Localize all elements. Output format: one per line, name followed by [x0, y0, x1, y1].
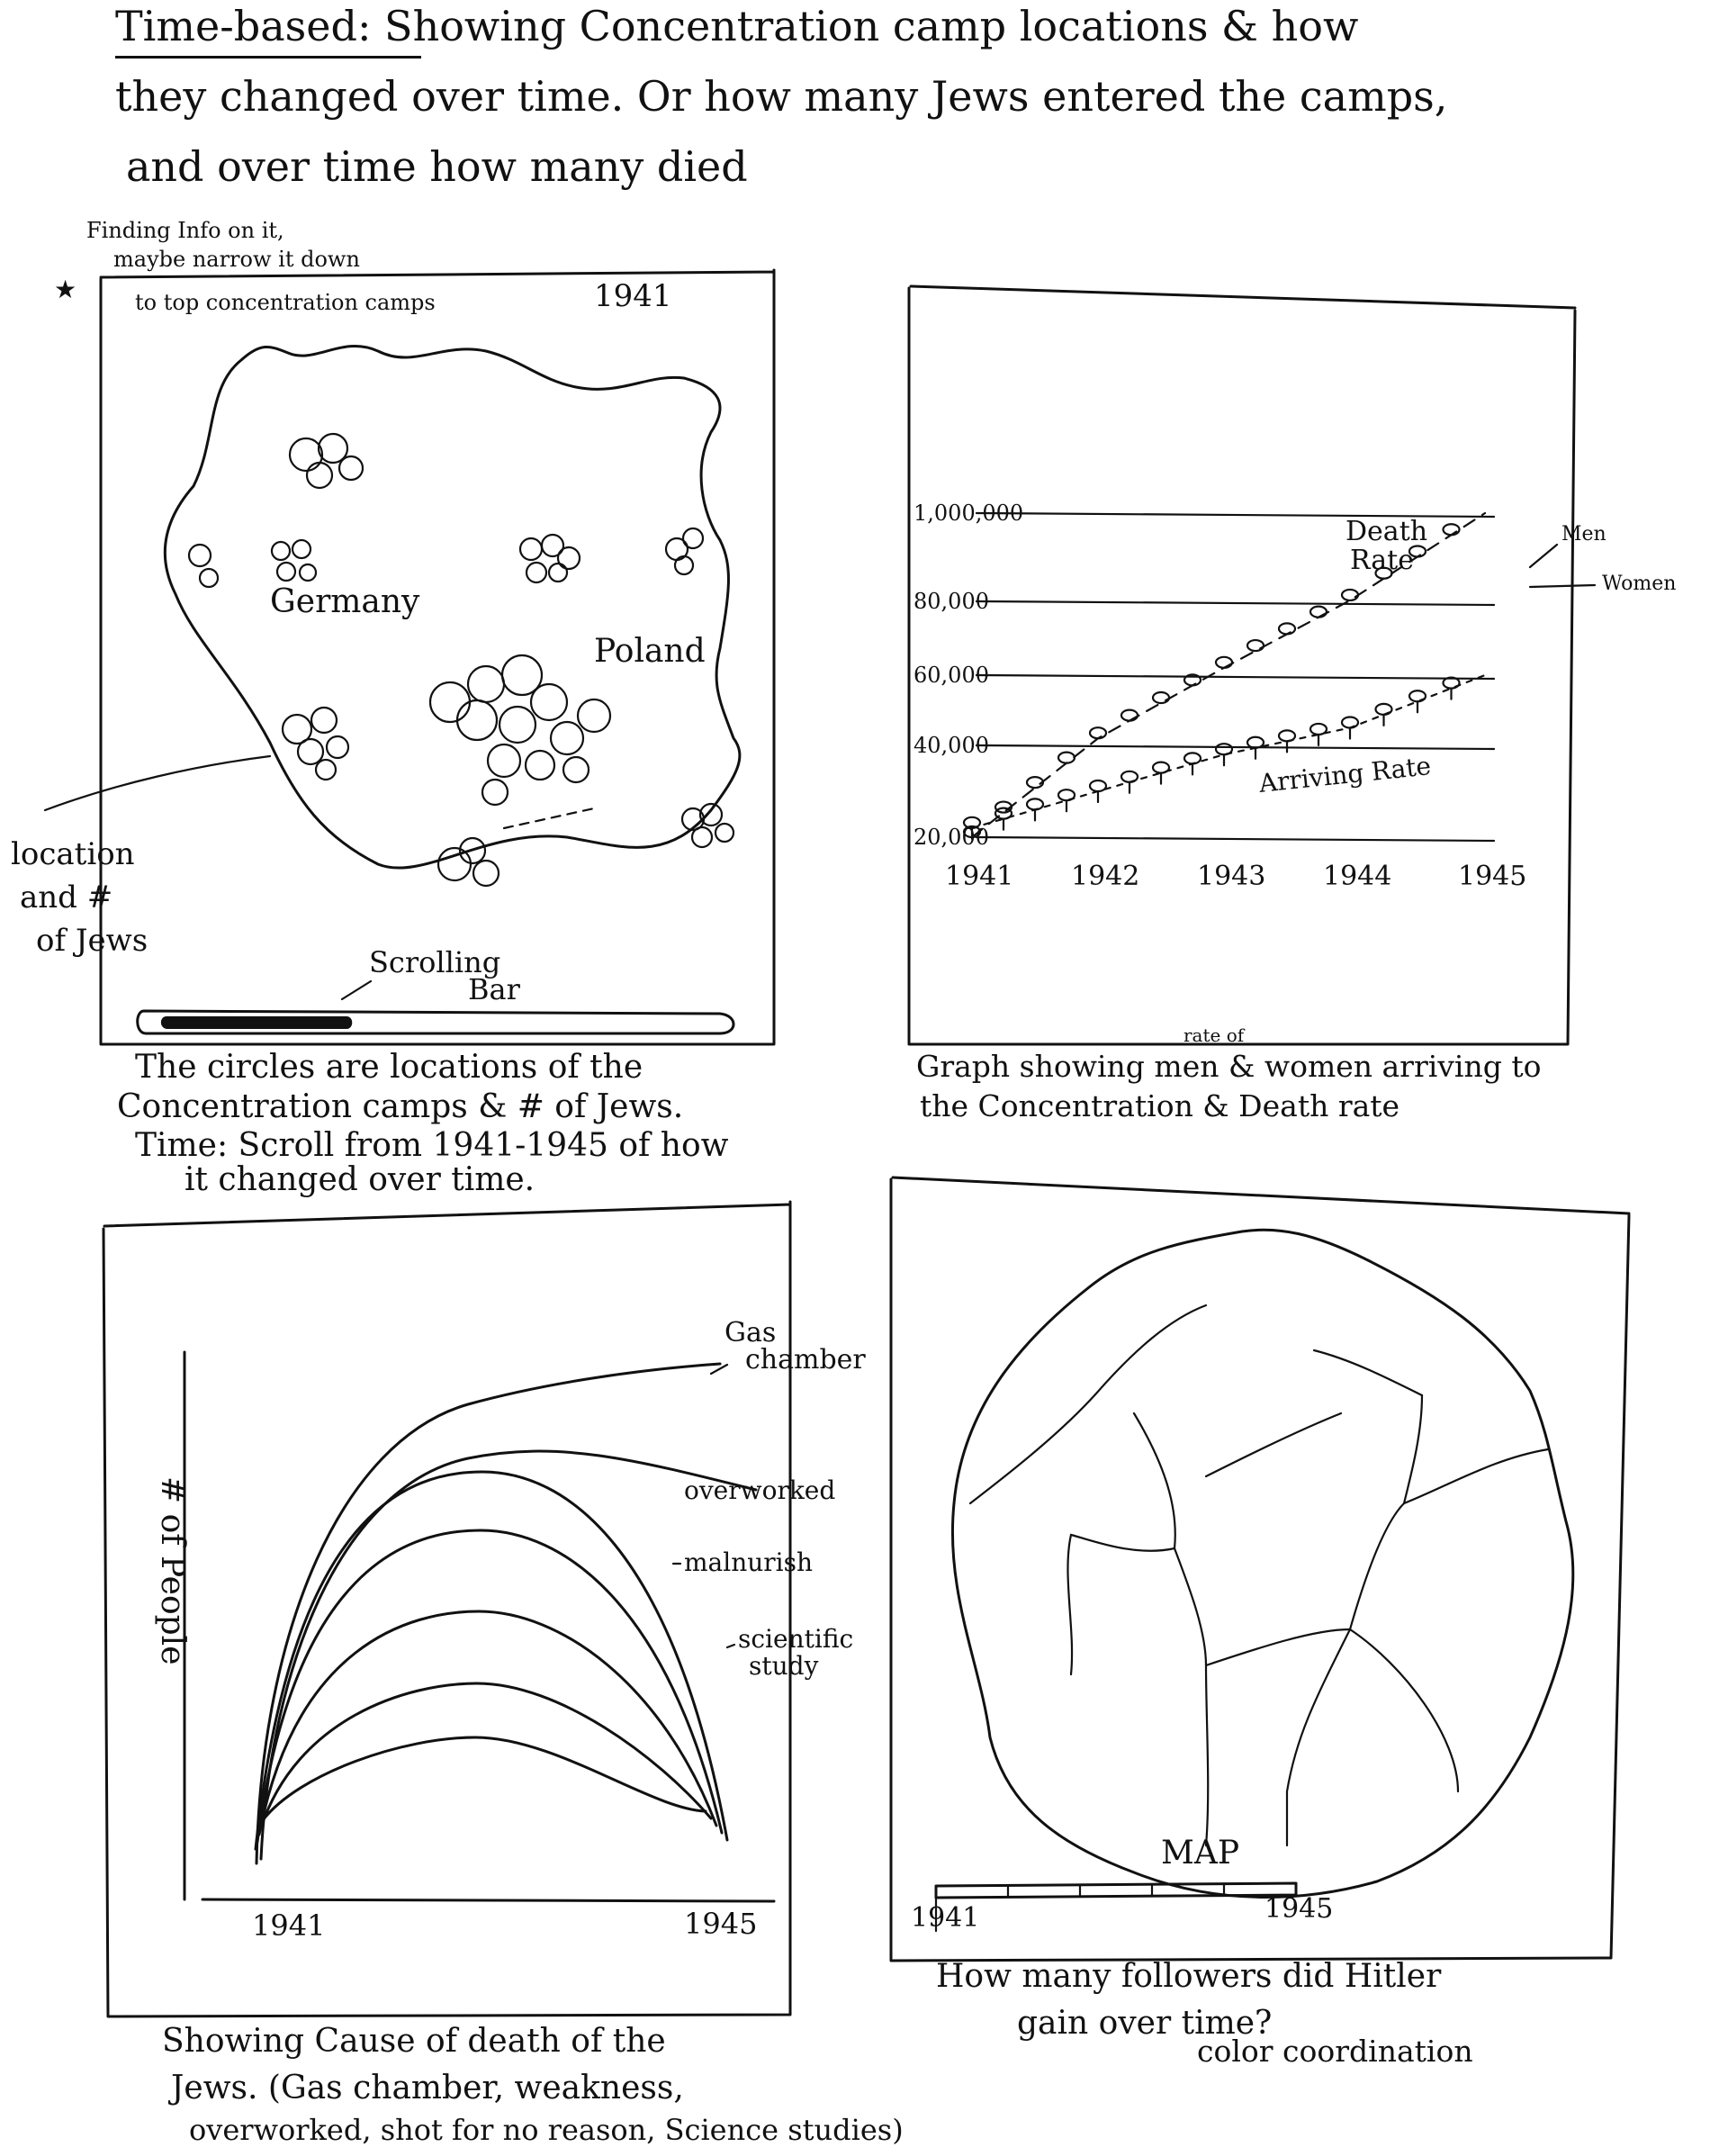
- y-tick-label: 40,000: [914, 733, 989, 758]
- title-rest: : Showing Concentration camp locations & how: [356, 2, 1359, 50]
- arriving-rate-point: [1409, 690, 1426, 701]
- panel3-caption-2: Jews. (Gas chamber, weakness,: [171, 2070, 684, 2106]
- scroll-label-1: Scrolling: [369, 945, 501, 979]
- death-rate-point: [1216, 657, 1232, 668]
- panel3-x-axis: [202, 1899, 774, 1901]
- x-tick-label: 1944: [1323, 861, 1392, 892]
- cause-of-death-chart: [0, 1161, 900, 2052]
- death-rate-point: [1090, 727, 1106, 738]
- panel4-frame: [891, 1177, 1629, 1961]
- scrolling-bar[interactable]: [138, 1011, 734, 1033]
- legend-malnourish: malnurish: [684, 1547, 814, 1577]
- arriving-rate-point: [1058, 789, 1075, 800]
- death-rate-label-2: Rate: [1350, 545, 1414, 576]
- camp-cluster-poland: [430, 655, 610, 805]
- arriving-rate-point: [1121, 771, 1138, 782]
- arrival-death-chart: [864, 270, 1728, 1084]
- death-rate-label-1: Death: [1346, 516, 1428, 547]
- panel3-caption-1: Showing Cause of death of the: [162, 2023, 666, 2060]
- grid-line: [976, 745, 1494, 749]
- poland-label: Poland: [594, 633, 706, 670]
- panel1-caption-1: The circles are locations of the: [135, 1049, 644, 1086]
- callout-and-label: and #: [20, 880, 113, 916]
- camp-cluster-north: [290, 434, 363, 488]
- camp-cluster-east: [666, 528, 703, 574]
- death-rate-point: [1058, 753, 1075, 763]
- legend-gas-2: chamber: [745, 1344, 866, 1376]
- territory-outline: [165, 346, 740, 868]
- region-borders: [970, 1305, 1548, 1845]
- map-label: MAP: [1161, 1835, 1240, 1872]
- arriving-rate-point: [1279, 730, 1295, 741]
- scroll-pointer: [342, 981, 371, 999]
- title-underline: [115, 56, 421, 59]
- follower-map-outline: [952, 1230, 1572, 1897]
- arriving-rate-point: [1153, 762, 1169, 773]
- men-women-pointer: [1530, 545, 1595, 587]
- panel3-caption-3: overworked, shot for no reason, Science studies): [189, 2113, 904, 2147]
- arriving-rate-point: [1247, 737, 1264, 748]
- men-label: Men: [1562, 523, 1606, 546]
- camp-cluster-southeast: [682, 804, 734, 847]
- legend-scientific-1: scientific: [738, 1624, 854, 1654]
- panel1-caption-4: it changed over time.: [184, 1161, 536, 1198]
- x-tick-label: 1941: [945, 861, 1014, 892]
- death-rate-point: [1153, 692, 1169, 703]
- y-tick-label: 20,000: [914, 825, 989, 850]
- panel4-x-end: 1945: [1264, 1893, 1334, 1925]
- death-rate-point: [1121, 710, 1138, 721]
- arriving-rate-point: [1216, 744, 1232, 754]
- death-rate-point: [1342, 590, 1358, 600]
- side-note-star-icon: ★: [54, 275, 77, 304]
- panel4-caption-2: gain over time?: [1017, 2005, 1273, 2042]
- camp-cluster-west: [189, 545, 218, 587]
- panel4-caption-1: How many followers did Hitler: [936, 1958, 1442, 1995]
- side-note-line-1: Finding Info on it,: [86, 218, 284, 243]
- panel2-frame: [909, 286, 1575, 1044]
- grid-line: [976, 601, 1494, 605]
- panel1-caption-2: Concentration camps & # of Jews.: [117, 1088, 684, 1125]
- death-rate-point: [1444, 524, 1460, 535]
- panel4-x-start: 1941: [911, 1902, 980, 1934]
- cause-curves: [256, 1364, 756, 1863]
- y-tick-label: 1,000,000: [914, 501, 1024, 526]
- follower-map-panel: [864, 1161, 1728, 2052]
- scrolling-bar-thumb: [162, 1017, 351, 1028]
- legend-overworked: overworked: [684, 1475, 836, 1505]
- arriving-rate-point: [1027, 798, 1043, 809]
- curve-inner-2: [261, 1683, 711, 1827]
- arriving-rate-point: [1090, 780, 1106, 791]
- women-label: Women: [1602, 573, 1677, 595]
- title-line-2: they changed over time. Or how many Jews entered the camps,: [115, 72, 1448, 121]
- grid-line: [976, 837, 1494, 841]
- panel3-ylabel: # of People: [154, 1476, 191, 1665]
- death-rate-point: [1247, 640, 1264, 651]
- arriving-rate-point: [1376, 704, 1392, 715]
- legend-scientific-2: study: [749, 1651, 819, 1681]
- panel3-x-start: 1941: [252, 1908, 326, 1943]
- camp-cluster-center-north: [520, 535, 580, 582]
- arriving-rate-point: [1184, 753, 1201, 763]
- sketch-title: [115, 2, 1359, 50]
- x-tick-label: 1945: [1458, 861, 1527, 892]
- camp-cluster-germany: [272, 540, 316, 581]
- dashed-route: [504, 808, 594, 828]
- panel1-caption-3: Time: Scroll from 1941-1945 of how: [135, 1127, 729, 1164]
- legend-gas-1: Gas: [724, 1317, 777, 1349]
- scroll-label-2: Bar: [468, 972, 520, 1006]
- panel4-caption-3: color coordination: [1197, 2034, 1473, 2069]
- side-note-line-2: maybe narrow it down: [113, 247, 360, 272]
- callout-line: [45, 756, 270, 810]
- side-note-line-3: to top concentration camps: [135, 290, 436, 315]
- year-label: 1941: [594, 278, 672, 314]
- death-rate-point: [1279, 623, 1295, 634]
- curve-malnourish: [256, 1472, 727, 1849]
- camp-cluster-southwest: [283, 708, 348, 780]
- arriving-rate-point: [1310, 724, 1327, 735]
- x-tick-label: 1942: [1071, 861, 1140, 892]
- callout-location-label: location: [11, 836, 135, 872]
- arriving-rate-line: [972, 675, 1485, 828]
- arriving-rate-label: Arriving Rate: [1257, 751, 1433, 798]
- panel3-frame: [104, 1202, 790, 2016]
- panel3-x-end: 1945: [684, 1907, 758, 1941]
- panel2-caption-1: Graph showing men & women arriving to: [916, 1049, 1542, 1084]
- panel2-caption-2: the Concentration & Death rate: [920, 1088, 1400, 1123]
- callout-jews-label: of Jews: [36, 923, 148, 959]
- panel2-caption-note: rate of: [1184, 1024, 1245, 1046]
- arriving-rate-point: [1342, 717, 1358, 728]
- death-rate-point: [1310, 607, 1327, 618]
- y-tick-label: 80,000: [914, 589, 989, 614]
- germany-label: Germany: [270, 583, 420, 620]
- y-tick-label: 60,000: [914, 663, 989, 688]
- title-line-3: and over time how many died: [126, 142, 748, 191]
- title-lead: Time-based: [115, 2, 357, 50]
- grid-line: [976, 675, 1494, 679]
- x-tick-label: 1943: [1197, 861, 1266, 892]
- curve-gas-chamber: [256, 1364, 720, 1863]
- timeline-slider[interactable]: [936, 1883, 1296, 1898]
- curve-overworked: [261, 1451, 756, 1859]
